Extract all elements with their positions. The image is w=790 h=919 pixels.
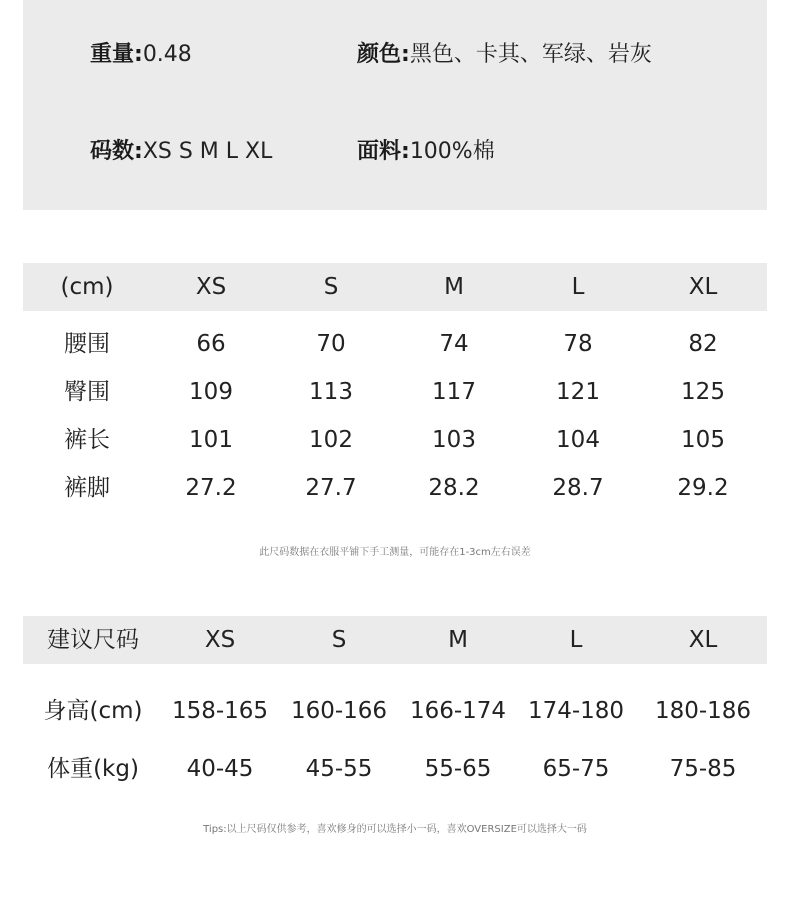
size-recommendation-table xyxy=(23,616,767,806)
color-info xyxy=(357,40,652,70)
size-row-cell: 121 xyxy=(556,379,600,405)
recommend-row-cell: 身高(cm) xyxy=(43,698,143,724)
recommend-row-cell: 65-75 xyxy=(542,756,610,782)
size-label: 码数: xyxy=(90,139,143,164)
header-cell: XS xyxy=(204,627,236,653)
size-row-cell: 105 xyxy=(681,427,725,453)
size-measurement-table xyxy=(23,263,767,513)
size-row-cell: 117 xyxy=(432,379,476,405)
header-cell: S xyxy=(331,627,347,653)
size-row-cell: 74 xyxy=(439,331,469,357)
size-row-cell: 裤长 xyxy=(64,427,110,453)
size-row-cell: 28.2 xyxy=(428,475,480,501)
size-row-cell: 29.2 xyxy=(677,475,729,501)
size-row-cell: 78 xyxy=(563,331,593,357)
size-info xyxy=(90,137,272,167)
size-row-cell: 27.7 xyxy=(305,475,357,501)
recommend-row-cell: 160-166 xyxy=(290,698,388,724)
size-row-cell: 113 xyxy=(309,379,353,405)
size-row-cell: 109 xyxy=(189,379,233,405)
header-cell: XL xyxy=(688,274,718,300)
weight-label: 重量: xyxy=(90,42,143,67)
recommend-row-cell: 45-55 xyxy=(305,756,373,782)
recommend-row-cell: 40-45 xyxy=(186,756,254,782)
size-row-cell: 腰围 xyxy=(64,331,110,357)
size-row-cell: 82 xyxy=(688,331,718,357)
color-value: 黑色、卡其、军绿、岩灰 xyxy=(409,42,652,67)
header-cell: M xyxy=(444,274,464,300)
product-info-panel xyxy=(23,0,767,210)
header-cell: L xyxy=(569,627,583,653)
header-cell: S xyxy=(323,274,339,300)
fabric-info xyxy=(357,137,495,167)
recommend-row-cell: 55-65 xyxy=(424,756,492,782)
header-cell: XS xyxy=(195,274,227,300)
weight-info xyxy=(90,40,192,70)
recommend-table-note: Tips:以上尺码仅供参考，喜欢修身的可以选择小一码，喜欢OVERSIZE可以选择大一码 xyxy=(203,824,587,835)
header-cell: (cm) xyxy=(60,274,114,300)
fabric-label: 面料: xyxy=(357,139,410,164)
recommend-row-cell: 体重(kg) xyxy=(47,756,139,782)
size-row-cell: 27.2 xyxy=(185,475,237,501)
size-table-note: 此尺码数据在衣服平铺下手工测量，可能存在1-3cm左右误差 xyxy=(259,547,531,558)
size-row-cell: 28.7 xyxy=(552,475,604,501)
header-cell: 建议尺码 xyxy=(47,627,139,653)
header-cell: M xyxy=(448,627,468,653)
size-row-cell: 裤脚 xyxy=(64,475,110,501)
recommend-row-cell: 75-85 xyxy=(669,756,737,782)
header-cell: L xyxy=(571,274,585,300)
size-row-cell: 104 xyxy=(556,427,600,453)
weight-value: 0.48 xyxy=(142,42,192,67)
size-row-cell: 66 xyxy=(196,331,226,357)
recommend-row-cell: 174-180 xyxy=(527,698,625,724)
color-label: 颜色: xyxy=(357,42,410,67)
size-row-cell: 臀围 xyxy=(64,379,110,405)
size-row-cell: 101 xyxy=(189,427,233,453)
fabric-value: 100%棉 xyxy=(409,139,495,164)
size-row-cell: 103 xyxy=(432,427,476,453)
size-row-cell: 102 xyxy=(309,427,353,453)
size-row-cell: 125 xyxy=(681,379,725,405)
size-value: XS S M L XL xyxy=(142,139,273,164)
recommend-row-cell: 180-186 xyxy=(654,698,752,724)
size-row-cell: 70 xyxy=(316,331,346,357)
recommend-row-cell: 166-174 xyxy=(409,698,507,724)
recommend-row-cell: 158-165 xyxy=(171,698,269,724)
header-cell: XL xyxy=(688,627,718,653)
